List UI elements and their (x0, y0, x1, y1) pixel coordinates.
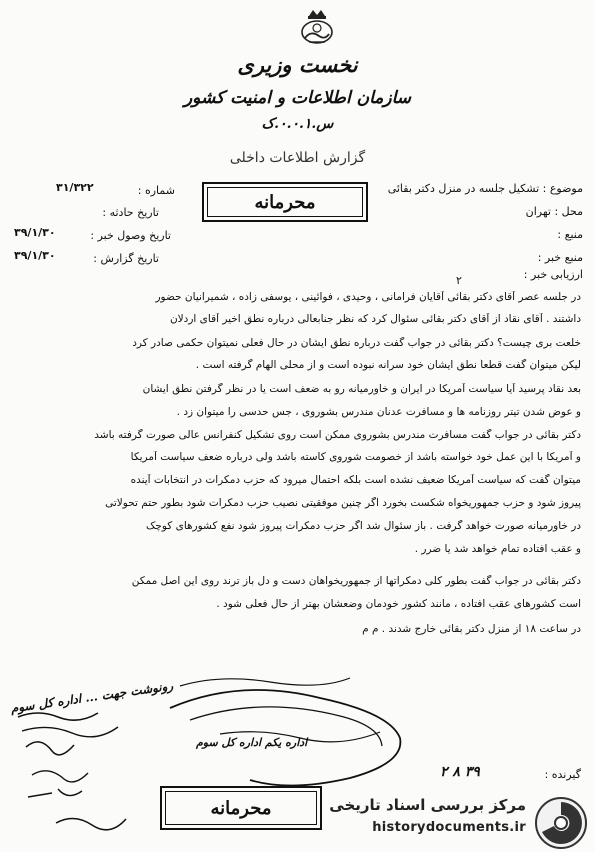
department-note: اداره یکم اداره کل سوم (196, 736, 308, 749)
confidential-stamp-bottom-text: محرمانه (165, 791, 317, 825)
body-line: داشتند . آقای نقاد از آقای دکتر بقائی سئوال کرد که نظر جنابعالی درباره نطق اخیر آقای اردلان (169, 313, 581, 325)
reference-code: س.۰.۰.۱.ک (261, 116, 334, 132)
place-field: محل : تهران (525, 205, 583, 218)
body-line: خلعت بری چیست؟ دکتر بقائی در جواب گفت درباره نطق ایشان در حال فعلی نمیتوان حکمی صادر کرد (132, 337, 581, 349)
report-date-value: ۳۹/۱/۳۰ (14, 249, 56, 262)
body-line: در ساعت ۱۸ از منزل دکتر بقائی خارج شدند . م م (362, 623, 581, 635)
org-name-secondary: سازمان اطلاعات و امنیت کشور (183, 88, 412, 108)
handwritten-signature (8, 705, 148, 840)
recipient-label: گیرنده : (544, 768, 581, 781)
confidential-stamp (202, 182, 368, 222)
body-line: لیکن میتوان گفت قطعاً نطق ایشان خود سرانه نبوده است و از محلی الهام گرفته است . (195, 359, 581, 371)
org-name-primary: نخست وزیری (237, 52, 358, 77)
body-line: در جلسه عصر آقای دکتر بقائی آقایان فرامانی ، وحیدی ، فوائینی ، یوسفی زاده ، شمیرانیان حضور (155, 291, 581, 303)
watermark-title: مرکز بررسی اسناد تاریخی (329, 796, 526, 814)
body-line: میتوان گفت که سیاست آمریکا ضعیف نشده است بلکه احتمال میرود که حزب دمکرات در انتخابات آینده (130, 474, 581, 486)
subject-field: موضوع : تشکیل جلسه در منزل دکتر بقائی (387, 182, 583, 195)
body-line: بعد نقاد پرسید آیا سیاست آمریکا در ایران و خاورمیانه رو به ضعف است یا در نظر گرفتن نطق ایشان (142, 383, 581, 395)
body-line: است کشورهای عقب افتاده ، مانند کشور خودمان وضعشان بهتر از حال فعلی شود . (216, 598, 581, 610)
confidential-stamp-text: محرمانه (207, 187, 363, 217)
ink-signature (150, 668, 420, 798)
archive-watermark (329, 794, 592, 852)
report-date-label: تاریخ گزارش : (93, 252, 159, 265)
body-line: دکتر بقائی در جواب گفت مسافرت مندرس بشوروی ممکن است روی تشکیل کنفرانس عالی صورت گرفته باشد (94, 429, 581, 441)
body-line: پیروز شود و حزب جمهوریخواه شکست بخورد اگر چنین موفقیتی نصیب حزب دمکرات شود بطور حتم تحولاتی (105, 497, 581, 509)
handwritten-note-left: رونوشت جهت ... اداره کل سوم (9, 678, 174, 716)
source-value: منبع خبر : (537, 251, 583, 264)
bottom-ref-number: ۲ ۸ ۳۹ (440, 764, 480, 780)
incident-date-label: تاریخ حادثه : (102, 206, 159, 219)
watermark-url: historydocuments.ir (372, 820, 526, 835)
received-date-value: ۳۹/۱/۳۰ (14, 226, 56, 239)
lion-and-sun-emblem (295, 6, 339, 50)
body-line: در خاورمیانه صورت خواهد گرفت . باز سئوال شد اگر حزب دمکرات پیروز شود نفع کشورهای کوچک (145, 520, 581, 532)
body-line: و عوض شدن تیتر روزنامه ها و مسافرت عدنان مندرس بشوروی ، جس حدسی را میتوان زد . (176, 406, 581, 418)
body-line: دکتر بقائی در جواب گفت بطور کلی دمکراتها از جمهوریخواهان دست و دل باز ترند روی این اصل ممکن (131, 575, 581, 587)
report-type: گزارش اطلاعات داخلی (229, 150, 366, 166)
number-value: ۳۱/۳۲۲ (56, 181, 94, 194)
body-line: و عقب افتاده تمام خواهد شد یا ضرر . (414, 543, 581, 555)
source-label: منبع : (557, 228, 583, 241)
evaluation-field: ارزیابی خبر : (523, 268, 583, 281)
received-date-label: تاریخ وصول خبر : (90, 229, 171, 242)
number-label: شماره : (137, 184, 175, 197)
body-line: و آمریکا با این عمل خود خواسته باشد از خصومت شوروی کاسته باشد ولی درباره ضعف سیاست آمریکا (130, 451, 581, 463)
archive-logo-icon (534, 796, 588, 850)
confidential-stamp-bottom (160, 786, 322, 830)
sequence-number: ۲ (456, 274, 462, 287)
